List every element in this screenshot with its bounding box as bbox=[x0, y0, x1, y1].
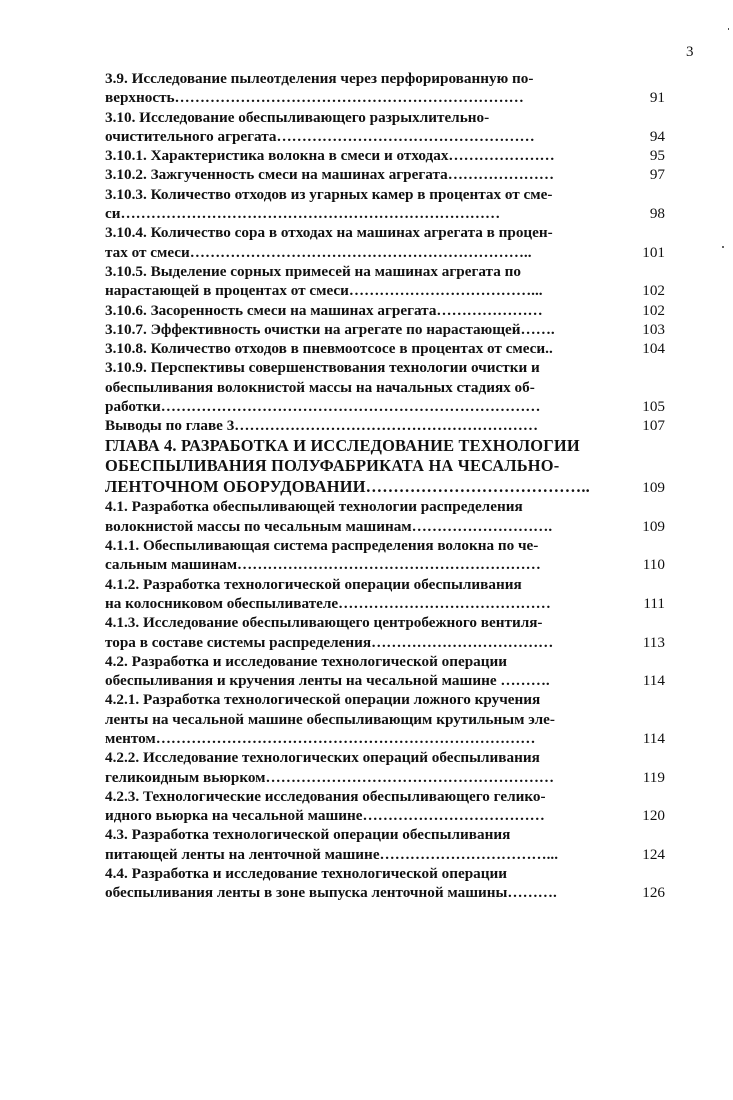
toc-entry-page-number: 113 bbox=[642, 633, 665, 651]
toc-entry-page-number: 109 bbox=[642, 479, 665, 497]
toc-entry bbox=[105, 575, 665, 614]
table-of-contents bbox=[105, 69, 665, 903]
toc-entry bbox=[105, 146, 665, 165]
toc-entry-title: 3.10.3. Количество отходов из угарных камер в процентах от сме- си………………………………………………………………… bbox=[105, 185, 553, 223]
toc-entry bbox=[105, 262, 665, 301]
toc-entry bbox=[105, 536, 665, 575]
toc-entry-title: Выводы по главе 3…………………………………………………… bbox=[105, 417, 539, 435]
toc-entry-title: ГЛАВА 4. РАЗРАБОТКА И ИССЛЕДОВАНИЕ ТЕХНОЛОГИИ ОБЕСПЫЛИВАНИЯ ПОЛУФАБРИКАТА НА ЧЕСАЛЬНО- ЛЕНТОЧНОМ ОБОРУДОВАНИИ………………………………….. bbox=[105, 435, 590, 496]
toc-entry bbox=[105, 320, 665, 339]
toc-entry-page-number: 104 bbox=[642, 340, 665, 358]
toc-entry bbox=[105, 185, 665, 224]
toc-entry-page-number: 119 bbox=[642, 768, 665, 786]
toc-entry bbox=[105, 652, 665, 691]
scan-speck bbox=[722, 246, 724, 248]
toc-entry-page-number: 95 bbox=[649, 147, 665, 165]
toc-entry-title: 4.1.1. Обеспыливающая система распределения волокна по че- сальным машинам…………………………………………………… bbox=[105, 537, 541, 574]
toc-entry-page-number: 107 bbox=[642, 417, 665, 435]
toc-entry-title: 3.10.5. Выделение сорных примесей на машинах агрегата по нарастающей в процентах от смеси………………………………... bbox=[105, 262, 543, 300]
toc-entry-page-number: 102 bbox=[642, 301, 665, 319]
toc-entry bbox=[105, 108, 665, 147]
toc-entry bbox=[105, 825, 665, 864]
toc-entry-title: 4.1.2. Разработка технологической операции обеспыливания на колосниковом обеспыливателе…………………………………… bbox=[105, 575, 551, 612]
scan-speck bbox=[728, 28, 729, 30]
toc-entry-title: 3.10.8. Количество отходов в пневмоотсосе в процентах от смеси.. bbox=[105, 340, 553, 358]
toc-entry-page-number: 114 bbox=[642, 729, 665, 747]
toc-entry bbox=[105, 864, 665, 903]
toc-entry bbox=[105, 787, 665, 826]
toc-entry bbox=[105, 748, 665, 787]
toc-entry bbox=[105, 69, 665, 108]
toc-entry-title: 3.10.7. Эффективность очистки на агрегате по нарастающей……. bbox=[105, 320, 555, 338]
toc-entry-page-number: 91 bbox=[649, 89, 665, 107]
toc-entry-page-number: 126 bbox=[642, 884, 665, 902]
toc-entry-title: 3.10. Исследование обеспыливающего разрыхлительно- очистительного агрегата…………………………………………… bbox=[105, 108, 535, 145]
toc-entry-title: 4.4. Разработка и исследование технологической операции обеспыливания ленты в зоне выпуска ленточной машины………. bbox=[105, 865, 557, 902]
toc-entry-title: 3.9. Исследование пылеотделения через перфорированную по- верхность…………………………………………………………… bbox=[105, 70, 534, 107]
toc-entry-page-number: 101 bbox=[642, 243, 665, 261]
toc-entry-title: 4.2. Разработка и исследование технологической операции обеспыливания и кручения ленты на чесальной машине ………. bbox=[105, 652, 550, 690]
toc-entry bbox=[105, 339, 665, 358]
toc-entry bbox=[105, 416, 665, 435]
toc-entry-page-number: 124 bbox=[642, 845, 665, 863]
toc-entry-page-number: 103 bbox=[642, 320, 665, 338]
toc-entry bbox=[105, 613, 665, 652]
toc-entry-page-number: 98 bbox=[649, 205, 665, 223]
page-number: 3 bbox=[686, 44, 694, 60]
toc-entry-title: 4.3. Разработка технологической операции обеспыливания питающей ленты на ленточной машине……………………………... bbox=[105, 826, 559, 863]
toc-entry-page-number: 94 bbox=[649, 127, 665, 145]
toc-entry-title: 4.2.3. Технологические исследования обеспыливающего гелико- идного вьюрка на чесальной машине……………………………… bbox=[105, 787, 546, 825]
toc-entry-title: 3.10.1. Характеристика волокна в смеси и отходах………………… bbox=[105, 147, 555, 165]
toc-entry-title: 4.1.3. Исследование обеспыливающего центробежного вентиля- тора в составе системы распределения……………………………… bbox=[105, 614, 554, 651]
toc-entry-page-number: 97 bbox=[649, 166, 665, 184]
toc-entry-title: 3.10.6. Засоренность смеси на машинах агрегата………………… bbox=[105, 301, 543, 319]
toc-chapter-entry bbox=[105, 436, 665, 498]
toc-entry-page-number: 102 bbox=[642, 282, 665, 300]
toc-entry bbox=[105, 358, 665, 416]
toc-entry bbox=[105, 223, 665, 262]
toc-entry-title: 4.2.1. Разработка технологической операции ложного кручения ленты на чесальной машине обеспыливающим крутильным эле- ментом………………………………………………………………… bbox=[105, 691, 555, 747]
toc-entry-title: 4.2.2. Исследование технологических операций обеспыливания геликоидным вьюрком………………………………………………… bbox=[105, 749, 555, 786]
toc-entry-page-number: 120 bbox=[642, 807, 665, 825]
toc-entry-title: 4.1. Разработка обеспыливающей технологии распределения волокнистой массы по чесальным машинам………………………. bbox=[105, 498, 553, 535]
toc-entry-page-number: 105 bbox=[642, 398, 665, 416]
toc-entry bbox=[105, 165, 665, 184]
toc-entry-page-number: 114 bbox=[642, 672, 665, 690]
toc-entry bbox=[105, 497, 665, 536]
toc-entry bbox=[105, 690, 665, 748]
toc-entry-page-number: 110 bbox=[642, 556, 665, 574]
toc-entry-page-number: 109 bbox=[642, 517, 665, 535]
toc-entry-title: 3.10.2. Зажгученность смеси на машинах агрегата………………… bbox=[105, 166, 555, 184]
toc-entry-title: 3.10.4. Количество сора в отходах на машинах агрегата в процен- тах от смеси………………………………………………………….. bbox=[105, 224, 553, 261]
toc-entry-title: 3.10.9. Перспективы совершенствования технологии очистки и обеспыливания волокнистой массы на начальных стадиях об- работки………………………………………………………………… bbox=[105, 359, 541, 416]
toc-entry bbox=[105, 301, 665, 320]
toc-entry-page-number: 111 bbox=[643, 594, 665, 612]
